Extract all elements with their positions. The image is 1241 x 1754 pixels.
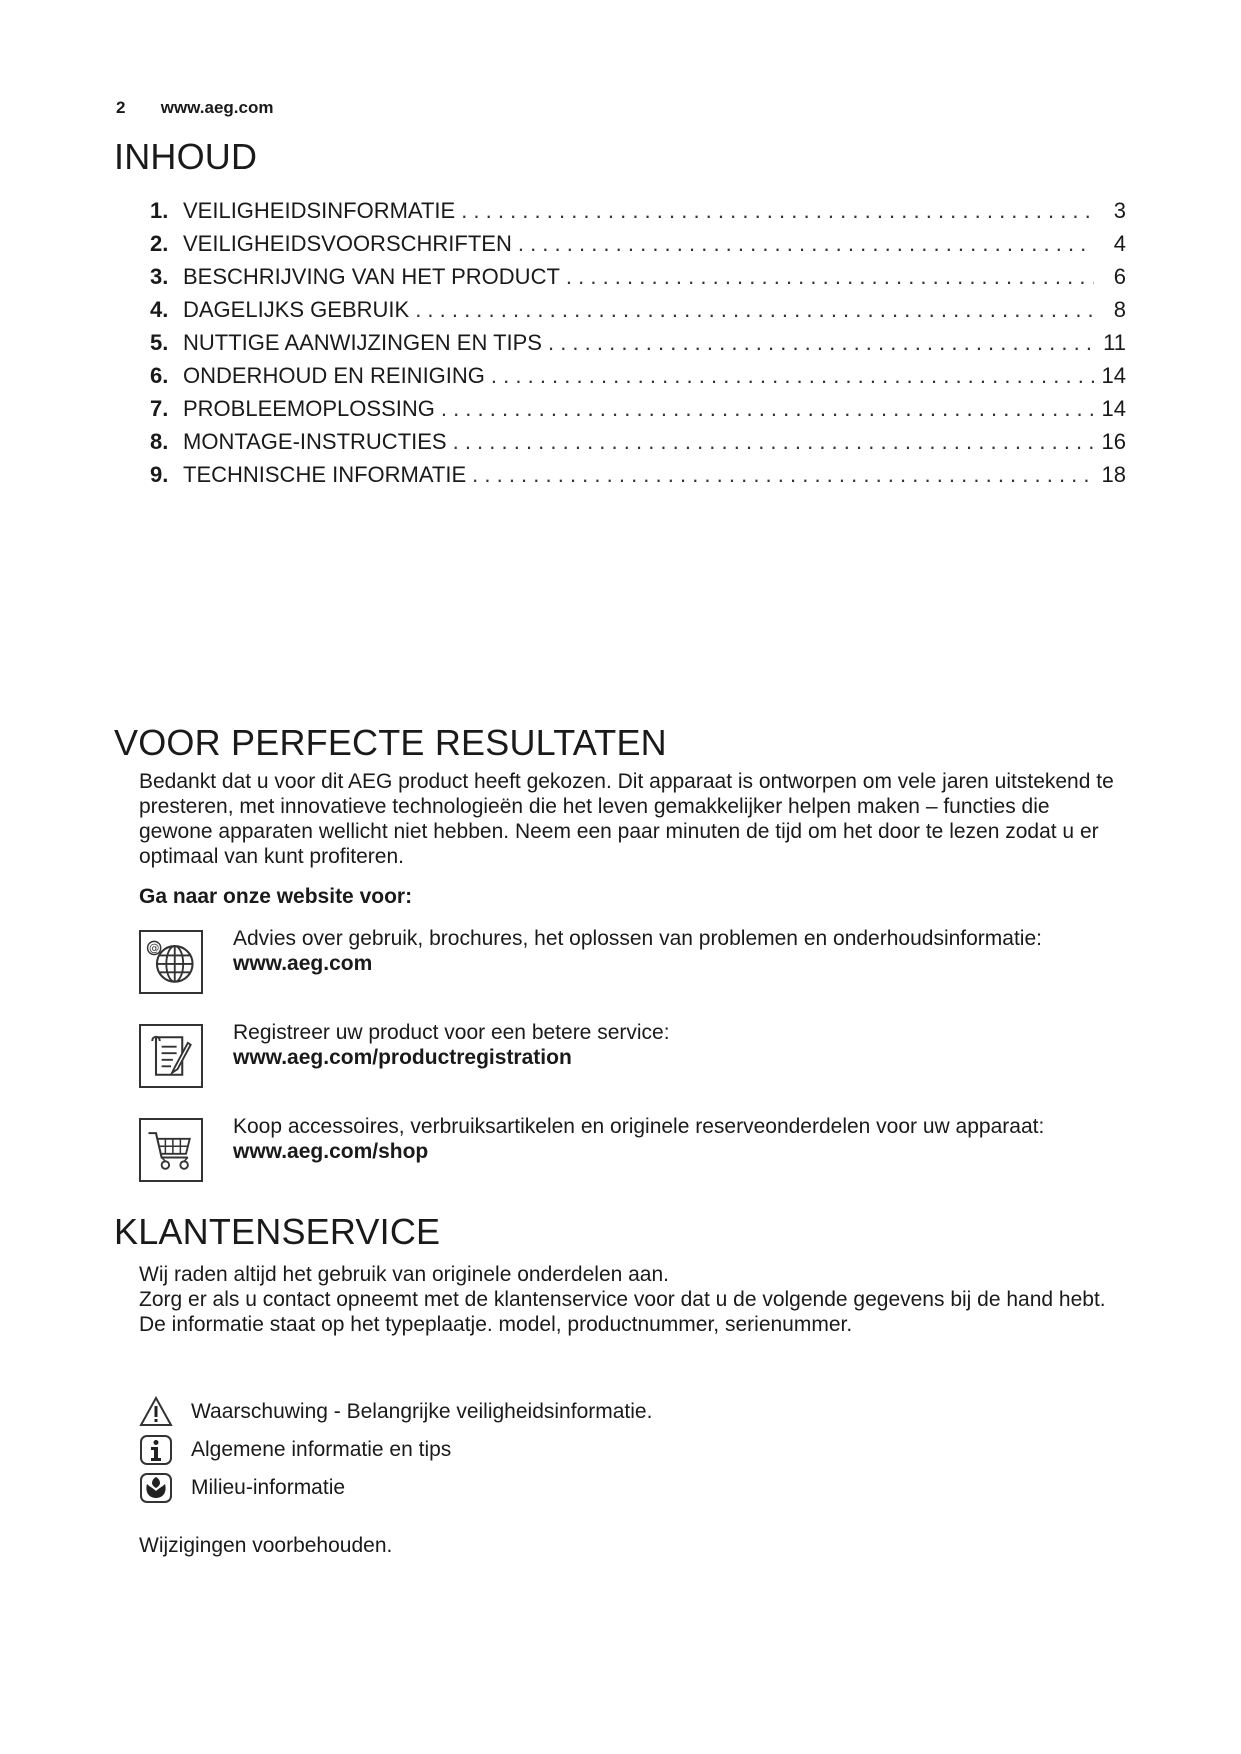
intro-paragraph: Bedankt dat u voor dit AEG product heeft gekozen. Dit apparaat is ontworpen om vele jaren uitstekend te presteren, met innovatieve technologieën die het leven gemakkelijker helpen maken – functies die gewone apparaten wellicht niet hebben. Neem een paar minuten de tijd om het door te lezen zodat u er optimaal van kunt profiteren. <box>139 770 1114 868</box>
info-icon <box>139 1434 173 1466</box>
page-header <box>116 98 273 118</box>
toc-item[interactable] <box>150 462 1126 495</box>
website-link[interactable]: www.aeg.com <box>233 952 373 975</box>
website-heading: Ga naar onze website voor: <box>139 885 413 908</box>
toc-item[interactable] <box>150 198 1126 231</box>
toc-leader-dots <box>461 198 1094 224</box>
legend-label: Algemene informatie en tips <box>191 1438 452 1461</box>
symbol-legend <box>139 1393 652 1507</box>
website-item-description: Registreer uw product voor een betere service: <box>233 1021 670 1044</box>
environment-icon <box>139 1472 173 1504</box>
website-item-text <box>233 926 1133 976</box>
toc-item-number: 9. <box>150 462 169 487</box>
legend-item-info <box>139 1431 652 1469</box>
toc-item-page: 4 <box>1113 231 1126 256</box>
globe-icon <box>139 930 203 994</box>
toc-item-number: 6. <box>150 363 169 388</box>
website-link[interactable]: www.aeg.com/shop <box>233 1140 429 1163</box>
toc-item-title: BESCHRIJVING VAN HET PRODUCT <box>183 264 560 289</box>
warning-icon <box>139 1396 173 1428</box>
registration-icon <box>139 1024 203 1088</box>
toc-leader-dots <box>566 264 1094 290</box>
toc-item-number: 4. <box>150 297 169 322</box>
toc-item-page: 8 <box>1113 297 1126 322</box>
website-link[interactable]: www.aeg.com/productregistration <box>233 1046 572 1069</box>
website-item-text <box>233 1114 1133 1164</box>
perfect-results-heading: VOOR PERFECTE RESULTATEN <box>114 722 667 763</box>
toc-item-page: 16 <box>1101 429 1126 454</box>
toc-leader-dots <box>472 462 1094 488</box>
website-item-text <box>233 1020 1133 1070</box>
toc-item-number: 2. <box>150 231 169 256</box>
toc-leader-dots <box>548 330 1094 356</box>
toc-item[interactable] <box>150 363 1126 396</box>
toc-item-page: 6 <box>1113 264 1126 289</box>
toc-item-page: 14 <box>1101 363 1126 388</box>
customer-service-heading: KLANTENSERVICE <box>114 1211 441 1252</box>
changes-reserved-note: Wijzigingen voorbehouden. <box>139 1534 393 1557</box>
legend-label: Waarschuwing - Belangrijke veiligheidsinformatie. <box>191 1400 653 1423</box>
toc-item[interactable] <box>150 264 1126 297</box>
page-number: 2 <box>116 98 126 117</box>
toc-item[interactable] <box>150 330 1126 363</box>
legend-item-environment <box>139 1469 652 1507</box>
toc-leader-dots <box>441 396 1094 422</box>
toc-item[interactable] <box>150 231 1126 264</box>
toc-item-title: TECHNISCHE INFORMATIE <box>183 462 467 487</box>
toc-item-title: VEILIGHEIDSVOORSCHRIFTEN <box>183 231 512 256</box>
header-website-link[interactable]: www.aeg.com <box>160 98 274 117</box>
toc-leader-dots <box>491 363 1094 389</box>
toc-item-page: 14 <box>1101 396 1126 421</box>
website-item-description: Advies over gebruik, brochures, het oplossen van problemen en onderhoudsinformatie: <box>233 927 1042 950</box>
toc-leader-dots <box>453 429 1094 455</box>
toc-item-number: 5. <box>150 330 169 355</box>
toc-item-title: VEILIGHEIDSINFORMATIE <box>183 198 456 223</box>
toc-item-title: NUTTIGE AANWIJZINGEN EN TIPS <box>183 330 542 355</box>
toc-item-number: 1. <box>150 198 169 223</box>
customer-service-line: De informatie staat op het typeplaatje. model, productnummer, serienummer. <box>139 1313 853 1336</box>
toc-heading: INHOUD <box>114 136 258 177</box>
toc-item-title: DAGELIJKS GEBRUIK <box>183 297 410 322</box>
customer-service-text <box>139 1262 1129 1337</box>
toc-item[interactable] <box>150 429 1126 462</box>
customer-service-line: Wij raden altijd het gebruik van originele onderdelen aan. <box>139 1263 670 1286</box>
legend-label: Milieu-informatie <box>191 1476 346 1499</box>
toc-item-number: 3. <box>150 264 169 289</box>
toc-item[interactable] <box>150 297 1126 330</box>
toc-item-title: ONDERHOUD EN REINIGING <box>183 363 485 388</box>
toc-item-page: 11 <box>1103 330 1126 355</box>
toc-item-page: 18 <box>1101 462 1126 487</box>
legend-item-warning <box>139 1393 652 1431</box>
website-item-description: Koop accessoires, verbruiksartikelen en originele reserveonderdelen voor uw apparaat: <box>233 1115 1045 1138</box>
toc-item-title: PROBLEEMOPLOSSING <box>183 396 435 421</box>
toc-leader-dots <box>415 297 1094 323</box>
toc-leader-dots <box>518 231 1094 257</box>
customer-service-line: Zorg er als u contact opneemt met de klantenservice voor dat u de volgende gegevens bij de hand hebt. <box>139 1288 1106 1311</box>
table-of-contents <box>150 198 1126 495</box>
toc-item-number: 7. <box>150 396 169 421</box>
svg-text:@: @ <box>148 942 160 955</box>
toc-item-page: 3 <box>1113 198 1126 223</box>
toc-item-number: 8. <box>150 429 169 454</box>
toc-item-title: MONTAGE-INSTRUCTIES <box>183 429 447 454</box>
shopping-cart-icon <box>139 1118 203 1182</box>
toc-item[interactable] <box>150 396 1126 429</box>
